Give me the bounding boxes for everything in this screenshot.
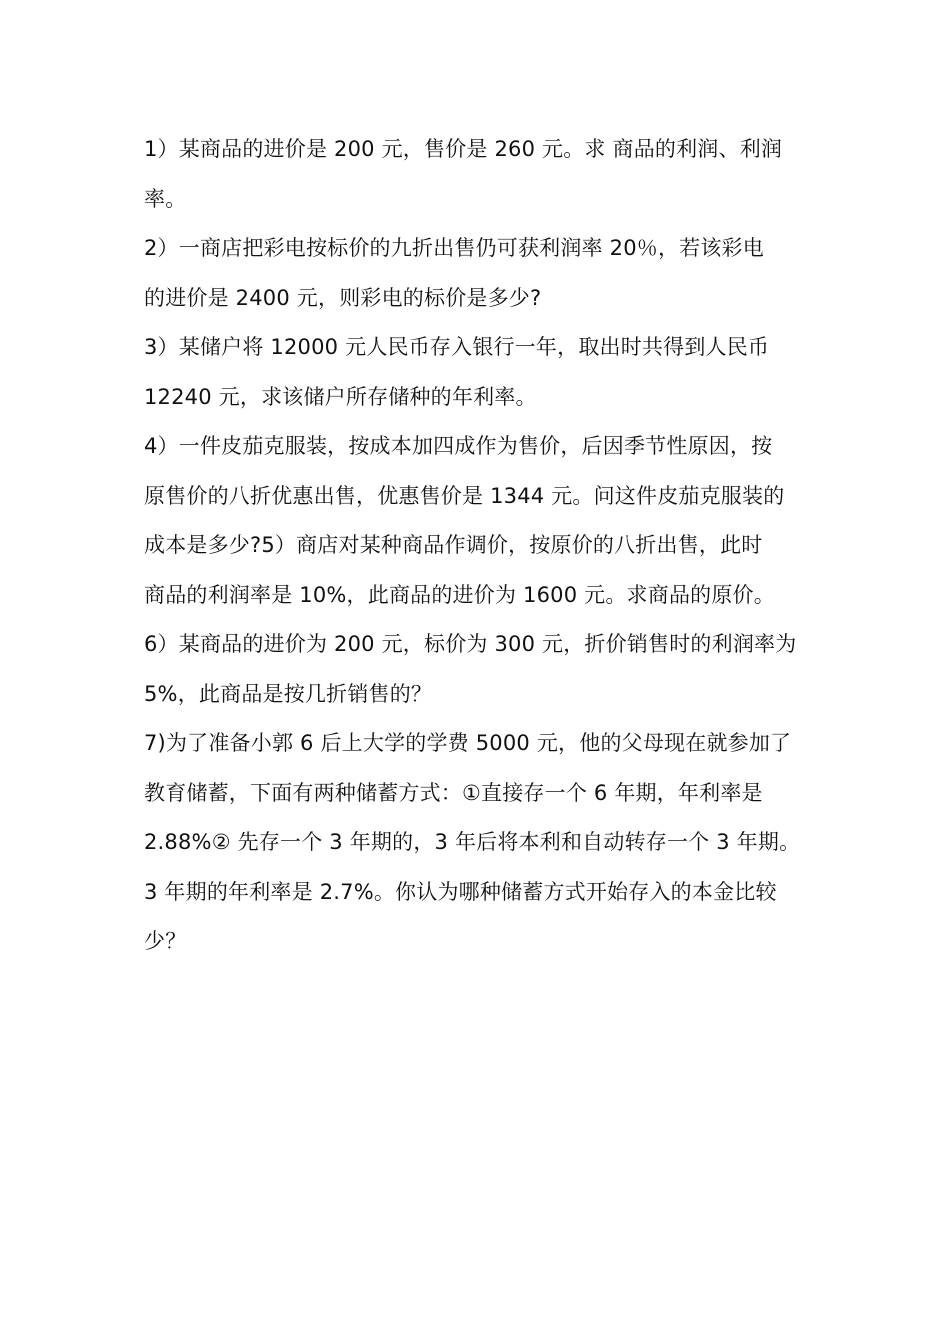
text-line-10: 商品的利润率是 10%，此商品的进价为 1600 元。求商品的原价。 [144,582,775,607]
text-line-14: 教育储蓄，下面有两种储蓄方式：①直接存一个 6 年期，年利率是 [144,780,763,805]
text-line-11: 6）某商品的进价为 200 元，标价为 300 元，折价销售时的利润率为 [144,632,797,656]
text-line-6: 12240 元，求该储户所存储种的年利率。 [144,384,537,409]
text-line-16: 3 年期的年利率是 2.7%。你认为哪种储蓄方式开始存入的本金比较 [144,879,777,904]
problem-text-block [144,125,824,967]
text-line-5: 3）某储户将 12000 元人民币存入银行一年，取出时共得到人民币 [144,335,770,359]
text-line-1: 1）某商品的进价是 200 元，售价是 260 元。求 商品的利润、利润 [144,137,783,161]
text-line-2: 率。 [144,186,187,211]
text-line-8: 原售价的八折优惠出售，优惠售价是 1344 元。问这件皮茄克服装的 [144,483,785,508]
text-line-13: 7)为了准备小郭 6 后上大学的学费 5000 元，他的父母现在就参加了 [144,731,792,755]
text-line-4: 的进价是 2400 元，则彩电的标价是多少? [144,285,542,310]
text-line-15: 2.88%② 先存一个 3 年期的，3 年后将本利和自动转存一个 3 年期。 [144,830,801,854]
text-line-3: 2）一商店把彩电按标价的九折出售仍可获利润率 20％，若该彩电 [144,236,764,260]
text-line-12: 5%，此商品是按几折销售的？ [144,681,433,706]
text-line-7: 4）一件皮茄克服装，按成本加四成作为售价，后因季节性原因，按 [144,434,773,458]
text-line-9: 成本是多少?5）商店对某种商品作调价，按原价的八折出售，此时 [144,533,763,557]
text-line-17: 少？ [144,929,187,953]
